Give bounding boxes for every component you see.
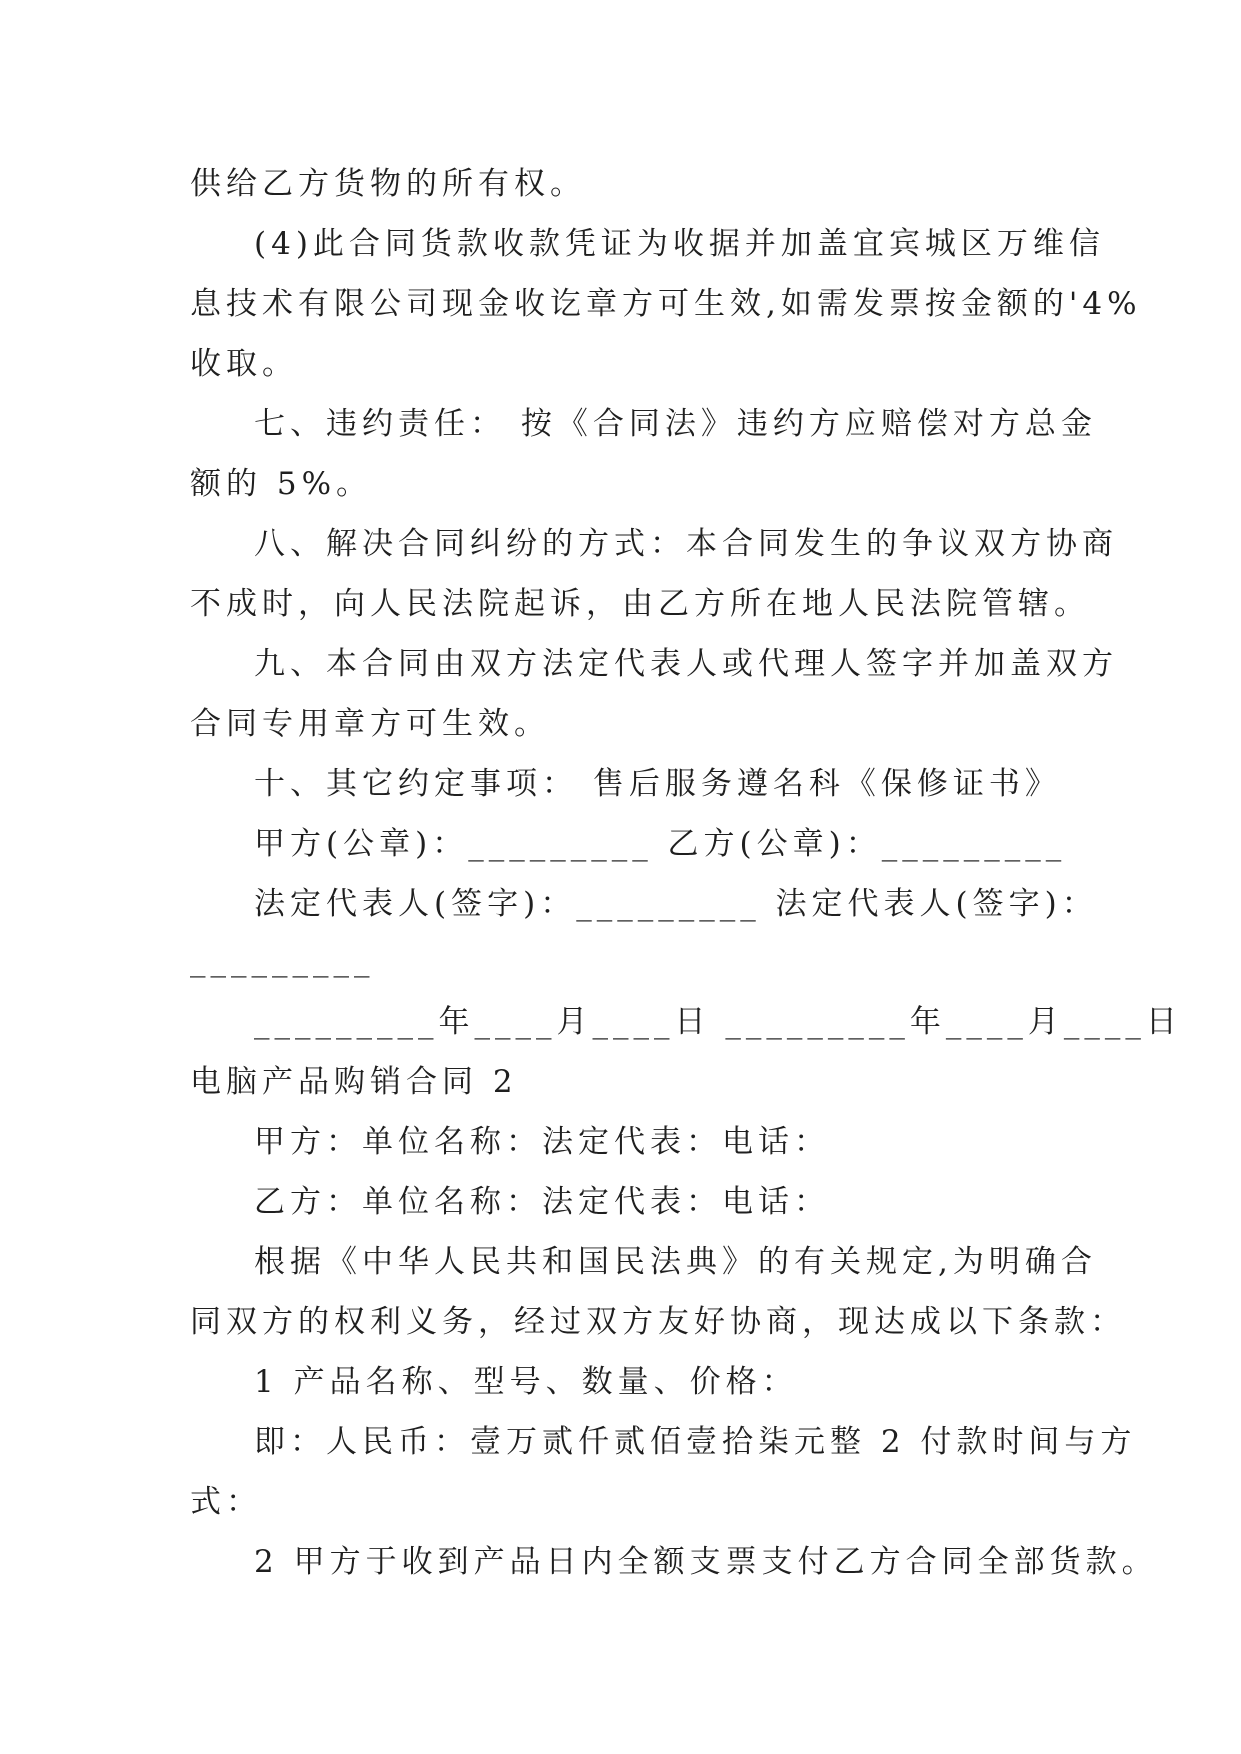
text-line: 2 甲方于收到产品日内全额支票支付乙方合同全部货款。 bbox=[254, 1544, 1158, 1580]
signature-line-seal: 甲方(公章)：_________ 乙方(公章)：_________ bbox=[254, 826, 1067, 862]
text-line: (4)此合同货款收款凭证为收据并加盖宜宾城区万维信 bbox=[254, 226, 1105, 262]
text-line: 甲方：单位名称：法定代表：电话： bbox=[254, 1124, 830, 1160]
text-line: 合同专用章方可生效。 bbox=[190, 706, 550, 742]
text-line: 八、解决合同纠纷的方式：本合同发生的争议双方协商 bbox=[254, 526, 1118, 562]
text-line: 式： bbox=[190, 1484, 262, 1520]
signature-line-rep: 法定代表人(签字)：_________ 法定代表人(签字)： bbox=[254, 886, 1098, 922]
text-line: 不成时，向人民法院起诉，由乙方所在地人民法院管辖。 bbox=[190, 586, 1090, 622]
text-line: 1 产品名称、型号、数量、价格： bbox=[254, 1364, 798, 1400]
text-line: 根据《中华人民共和国民法典》的有关规定,为明确合 bbox=[254, 1244, 1097, 1280]
text-line: 额的 5%。 bbox=[190, 466, 373, 502]
text-line: 供给乙方货物的所有权。 bbox=[190, 166, 586, 202]
signature-blank: _________ bbox=[190, 942, 375, 978]
text-line: 九、本合同由双方法定代表人或代理人签字并加盖双方 bbox=[254, 646, 1118, 682]
text-line: 息技术有限公司现金收讫章方可生效,如需发票按金额的'4% bbox=[190, 286, 1142, 322]
text-line: 十、其它约定事项： 售后服务遵名科《保修证书》 bbox=[254, 766, 1061, 802]
section-title: 电脑产品购销合同 2 bbox=[190, 1064, 518, 1100]
text-line: 乙方：单位名称：法定代表：电话： bbox=[254, 1184, 830, 1220]
text-line: 收取。 bbox=[190, 346, 298, 382]
date-line: _________年____月____日 _________年____月____日 bbox=[254, 1004, 1182, 1040]
text-line: 即：人民币：壹万贰仟贰佰壹拾柒元整 2 付款时间与方 bbox=[254, 1424, 1137, 1460]
text-line: 同双方的权利义务，经过双方友好协商，现达成以下条款： bbox=[190, 1304, 1126, 1340]
text-line: 七、违约责任： 按《合同法》违约方应赔偿对方总金 bbox=[254, 406, 1097, 442]
